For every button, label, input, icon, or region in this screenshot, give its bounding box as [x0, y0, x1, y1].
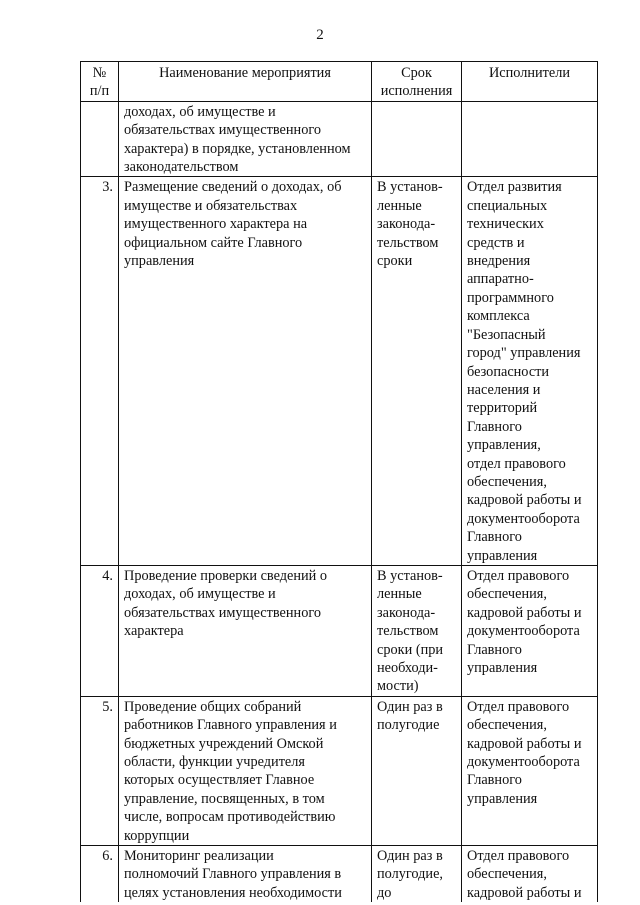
row-executors: Отдел развития специальных технических средств и внедрения аппаратно- программного комплекса "Безопасный город" управления безопасности населения и территорий Главного управления, отдел правового обеспечения, кадровой работы и документооборота Главного управления: [462, 177, 598, 566]
table-header-row: [81, 62, 598, 102]
row-number: 5.: [81, 696, 119, 845]
row-name: Проведение проверки сведений о доходах, об имуществе и обязательствах имущественного характера: [119, 565, 372, 696]
measures-table: [80, 61, 598, 902]
table-row: [81, 846, 598, 903]
table-row: [81, 101, 598, 177]
page-number: 2: [316, 27, 324, 43]
row-number: 3.: [81, 177, 119, 566]
row-number: [81, 101, 119, 177]
table-row: [81, 696, 598, 845]
table-row: [81, 177, 598, 566]
header-term: Срок исполнения: [372, 62, 462, 102]
row-executors: Отдел правового обеспечения, кадровой работы и документооборота Главного управления: [462, 696, 598, 845]
header-executors: Исполнители: [462, 62, 598, 102]
table-row: [81, 565, 598, 696]
row-term: В установ- ленные законода- тельством сроки: [372, 177, 462, 566]
row-term: Один раз в полугодие, до: [372, 846, 462, 903]
row-name: доходах, об имуществе и обязательствах имущественного характера) в порядке, установленном законодательством: [119, 101, 372, 177]
row-number: 4.: [81, 565, 119, 696]
row-name: Мониторинг реализации полномочий Главного управления в целях установления необходимости: [119, 846, 372, 903]
row-executors: Отдел правового обеспечения, кадровой работы и документооборота Главного управления: [462, 565, 598, 696]
row-term: [372, 101, 462, 177]
row-executors: Отдел правового обеспечения, кадровой работы и: [462, 846, 598, 903]
header-number: № п/п: [81, 62, 119, 102]
row-term: В установ- ленные законода- тельством сроки (при необходи- мости): [372, 565, 462, 696]
row-name: Проведение общих собраний работников Главного управления и бюджетных учреждений Омской области, функции учредителя которых осуществляет Главное управление, посвященных, в том числе, вопросам противодействию коррупции: [119, 696, 372, 845]
row-executors: [462, 101, 598, 177]
header-name: Наименование мероприятия: [119, 62, 372, 102]
row-number: 6.: [81, 846, 119, 903]
row-name: Размещение сведений о доходах, об имуществе и обязательствах имущественного характера на официальном сайте Главного управления: [119, 177, 372, 566]
row-term: Один раз в полугодие: [372, 696, 462, 845]
